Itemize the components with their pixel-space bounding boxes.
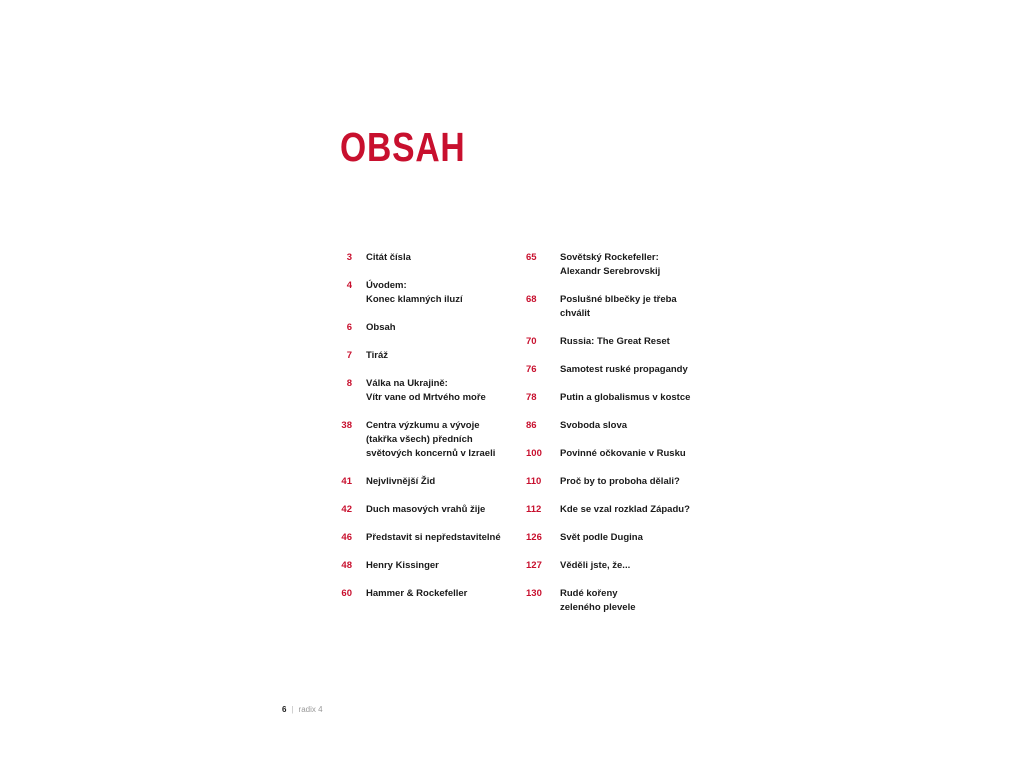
toc-entry[interactable] — [336, 475, 501, 503]
footer-separator: | — [291, 705, 294, 714]
toc-left-column — [336, 251, 501, 615]
toc-title: Henry Kissinger — [366, 560, 439, 571]
toc-page-number: 86 — [526, 420, 537, 431]
toc-entry[interactable] — [526, 419, 690, 447]
footer-magazine-name: radix 4 — [298, 705, 323, 714]
toc-page-number: 126 — [526, 532, 542, 543]
toc-right-column — [526, 251, 690, 615]
toc-entry[interactable] — [526, 475, 690, 503]
toc-entry[interactable] — [336, 419, 501, 475]
toc-page-number: 127 — [526, 560, 542, 571]
toc-entry[interactable] — [526, 503, 690, 531]
toc-page-number: 65 — [526, 252, 537, 263]
toc-page-number: 6 — [346, 322, 352, 333]
toc-page-number: 100 — [526, 448, 542, 459]
toc-title: Citát čísla — [366, 252, 411, 263]
toc-page-number: 78 — [526, 392, 537, 403]
toc-title: Kde se vzal rozklad Západu? — [560, 504, 690, 515]
toc-entry[interactable] — [336, 279, 501, 321]
toc-page-number: 7 — [346, 350, 352, 361]
page-footer — [282, 705, 323, 714]
toc-entry[interactable] — [336, 377, 501, 419]
toc-title: Představit si nepředstavitelné — [366, 532, 501, 543]
toc-title: Putin a globalismus v kostce — [560, 392, 691, 403]
toc-entry[interactable] — [526, 447, 690, 475]
toc-page-number: 70 — [526, 336, 537, 347]
toc-entry[interactable] — [336, 503, 501, 531]
toc-entry[interactable] — [526, 363, 690, 391]
toc-title: Poslušné blbečky je třeba chválit — [560, 294, 677, 319]
toc-title: Obsah — [366, 322, 396, 333]
toc-title: Centra výzkumu a vývoje (takřka všech) předních světových koncernů v Izraeli — [366, 420, 496, 459]
toc-entry[interactable] — [526, 559, 690, 587]
toc-title: Proč by to proboha dělali? — [560, 476, 680, 487]
toc-entry[interactable] — [336, 559, 501, 587]
toc-title: Svět podle Dugina — [560, 532, 643, 543]
footer-page-number: 6 — [282, 705, 287, 714]
toc-page-number: 112 — [526, 504, 542, 515]
page-title: OBSAH — [340, 124, 466, 170]
toc-entry[interactable] — [336, 251, 501, 279]
toc-page-number: 38 — [341, 420, 352, 431]
toc-entry[interactable] — [526, 391, 690, 419]
toc-entry[interactable] — [336, 321, 501, 349]
toc-page-number: 42 — [341, 504, 352, 515]
page-sheet — [240, 28, 780, 736]
toc-entry[interactable] — [526, 251, 690, 293]
toc-page-number: 110 — [526, 476, 542, 487]
toc-title: Válka na Ukrajině: Vítr vane od Mrtvého moře — [366, 378, 486, 403]
toc-entry[interactable] — [336, 349, 501, 377]
toc-page-number: 68 — [526, 294, 537, 305]
toc-page-number: 8 — [346, 378, 352, 389]
toc-title: Samotest ruské propagandy — [560, 364, 688, 375]
toc-entry[interactable] — [526, 335, 690, 363]
toc-title: Tiráž — [366, 350, 389, 361]
toc-page-number: 130 — [526, 588, 542, 599]
toc-page-number: 76 — [526, 364, 537, 375]
toc-page-number: 60 — [341, 588, 352, 599]
toc-entry[interactable] — [336, 531, 501, 559]
toc-page-number: 46 — [341, 532, 352, 543]
toc-entry[interactable] — [526, 587, 690, 615]
toc-title: Povinné očkovanie v Rusku — [560, 448, 686, 459]
toc-title: Hammer & Rockefeller — [366, 588, 468, 599]
toc-title: Duch masových vrahů žije — [366, 504, 486, 515]
toc-title: Úvodem: Konec klamných iluzí — [366, 280, 463, 305]
toc-title: Svoboda slova — [560, 420, 628, 431]
toc-entry[interactable] — [526, 531, 690, 559]
toc-page-number: 4 — [346, 280, 352, 291]
toc-title: Russia: The Great Reset — [560, 336, 670, 347]
toc-page-number: 41 — [341, 476, 352, 487]
toc-page-number: 48 — [341, 560, 352, 571]
toc-page-number: 3 — [346, 252, 352, 263]
toc-entry[interactable] — [336, 587, 501, 615]
toc-title: Věděli jste, že... — [560, 560, 631, 571]
toc-entry[interactable] — [526, 293, 690, 335]
toc-title: Rudé kořeny zeleného plevele — [560, 588, 636, 613]
toc-title: Sovětský Rockefeller: Alexandr Serebrovskij — [560, 252, 661, 277]
toc-title: Nejvlivnější Žid — [366, 476, 436, 487]
